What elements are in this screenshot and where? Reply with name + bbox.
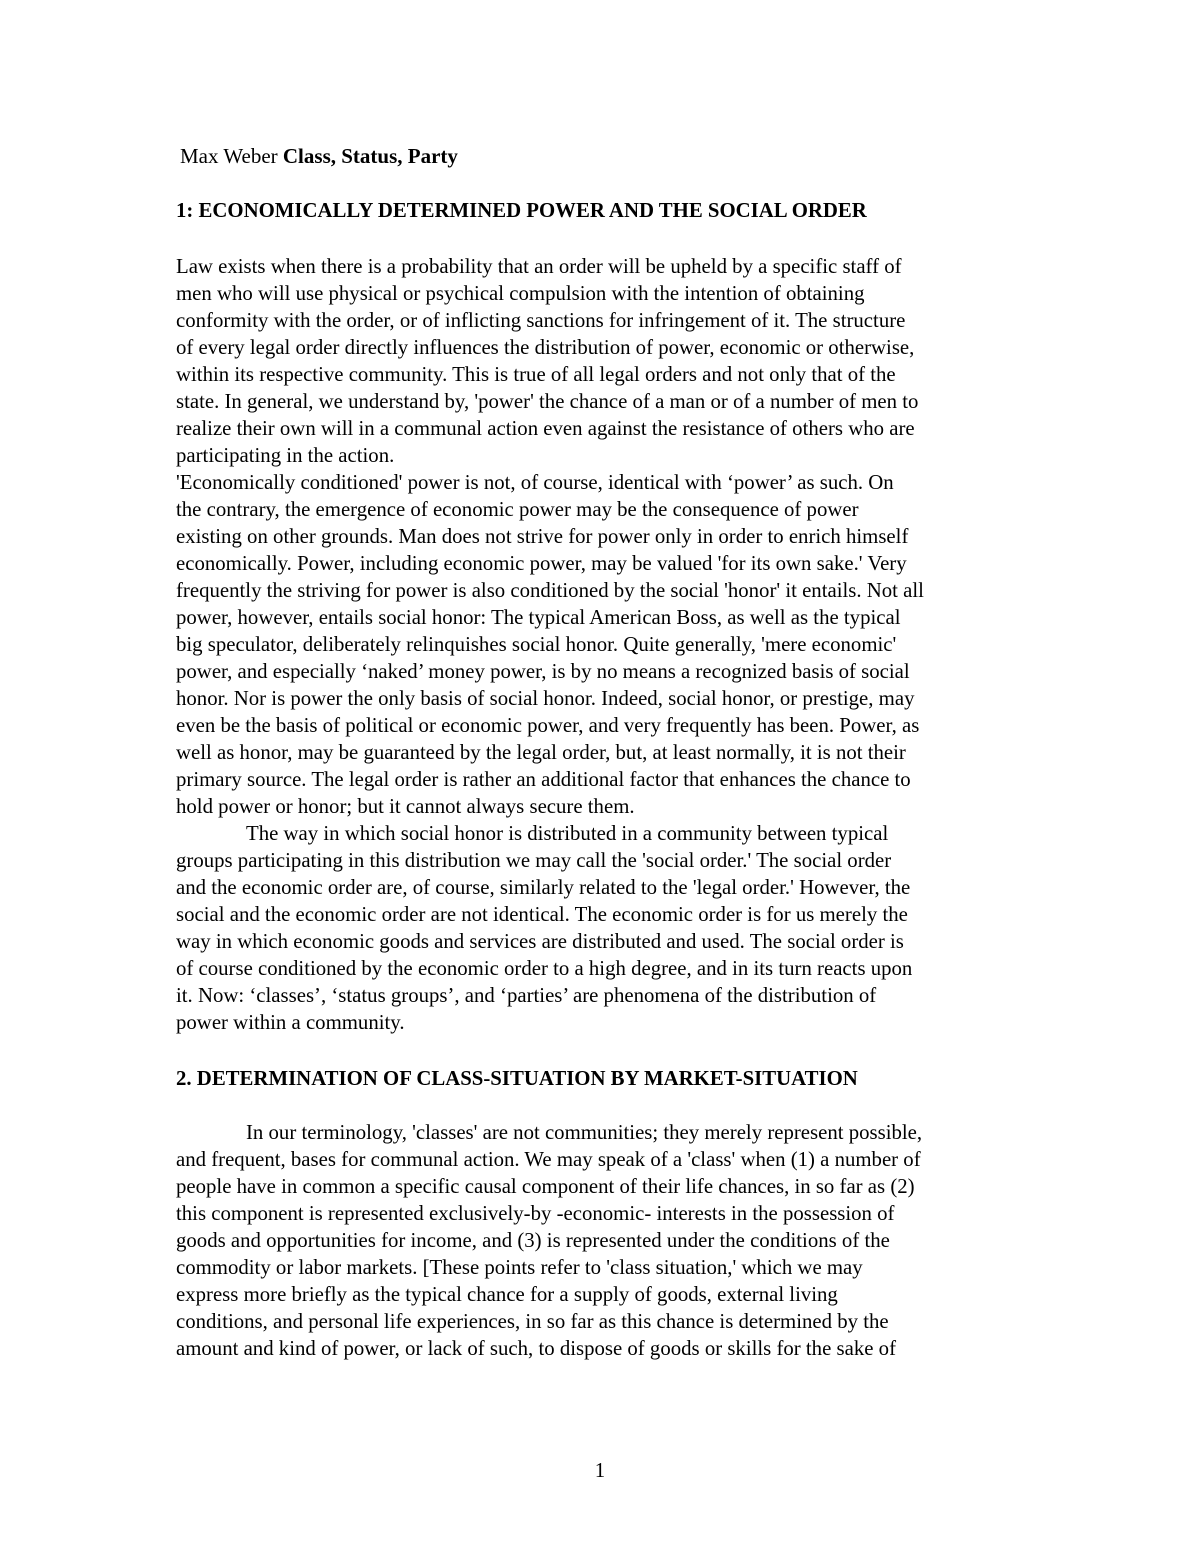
text-line: well as honor, may be guaranteed by the legal order, but, at least normally, it is not their [176,741,906,764]
text-line: big speculator, deliberately relinquishes social honor. Quite generally, 'mere economic' [176,633,897,656]
text-line: primary source. The legal order is rather an additional factor that enhances the chance to [176,768,911,791]
text-line: realize their own will in a communal action even against the resistance of others who are [176,417,915,440]
text-line: way in which economic goods and services are distributed and used. The social order is [176,930,904,953]
text-line: power within a community. [176,1011,405,1034]
text-line: In our terminology, 'classes' are not communities; they merely represent possible, [246,1121,923,1144]
text-line: frequently the striving for power is also conditioned by the social 'honor' it entails. Not all [176,579,924,602]
text-line: amount and kind of power, or lack of such, to dispose of goods or skills for the sake of [176,1337,896,1360]
document-title [180,143,458,170]
section-1-paragraph-1 [176,253,1036,1036]
text-line: conformity with the order, or of inflicting sanctions for infringement of it. The structure [176,309,906,332]
section-2-paragraph-1 [176,1119,1036,1362]
text-line: The way in which social honor is distributed in a community between typical [246,822,889,845]
page-number: 1 [594,1459,606,1482]
text-line: of every legal order directly influences the distribution of power, economic or otherwise, [176,336,915,359]
text-line: participating in the action. [176,444,395,467]
text-line: commodity or labor markets. [These points refer to 'class situation,' which we may [176,1256,863,1279]
text-line: people have in common a specific causal component of their life chances, in so far as (2) [176,1175,915,1198]
text-line: express more briefly as the typical chance for a supply of goods, external living [176,1283,838,1306]
text-line: state. In general, we understand by, 'power' the chance of a man or of a number of men to [176,390,919,413]
text-line: and the economic order are, of course, similarly related to the 'legal order.' However, the [176,876,911,899]
title-author: Max Weber [180,144,283,168]
text-line: Law exists when there is a probability that an order will be upheld by a specific staff of [176,255,902,278]
text-line: even be the basis of political or economic power, and very frequently has been. Power, as [176,714,920,737]
text-line: goods and opportunities for income, and (3) is represented under the conditions of the [176,1229,890,1252]
text-line: men who will use physical or psychical compulsion with the intention of obtaining [176,282,865,305]
text-line: within its respective community. This is true of all legal orders and not only that of the [176,363,896,386]
text-line: power, and especially ‘naked’ money power, is by no means a recognized basis of social [176,660,910,683]
text-line: and frequent, bases for communal action. We may speak of a 'class' when (1) a number of [176,1148,921,1171]
text-line: existing on other grounds. Man does not strive for power only in order to enrich himself [176,525,909,548]
text-line: this component is represented exclusively-by -economic- interests in the possession of [176,1202,895,1225]
text-line: hold power or honor; but it cannot always secure them. [176,795,635,818]
text-line: it. Now: ‘classes’, ‘status groups’, and ‘parties’ are phenomena of the distribution of [176,984,877,1007]
text-line: of course conditioned by the economic order to a high degree, and in its turn reacts upon [176,957,913,980]
text-line: honor. Nor is power the only basis of social honor. Indeed, social honor, or prestige, may [176,687,915,710]
title-subject: Class, Status, Party [282,144,458,168]
text-line: the contrary, the emergence of economic power may be the consequence of power [176,498,859,521]
text-line: social and the economic order are not identical. The economic order is for us merely the [176,903,908,926]
text-line: conditions, and personal life experiences, in so far as this chance is determined by the [176,1310,889,1333]
text-line: 'Economically conditioned' power is not, of course, identical with ‘power’ as such. On [176,471,894,494]
section-1-heading: 1: ECONOMICALLY DETERMINED POWER AND THE SOCIAL ORDER [176,199,867,222]
section-2-heading: 2. DETERMINATION OF CLASS-SITUATION BY MARKET-SITUATION [176,1067,858,1090]
text-line: power, however, entails social honor: The typical American Boss, as well as the typical [176,606,901,629]
text-line: groups participating in this distribution we may call the 'social order.' The social order [176,849,892,872]
text-line: economically. Power, including economic power, may be valued 'for its own sake.' Very [176,552,907,575]
